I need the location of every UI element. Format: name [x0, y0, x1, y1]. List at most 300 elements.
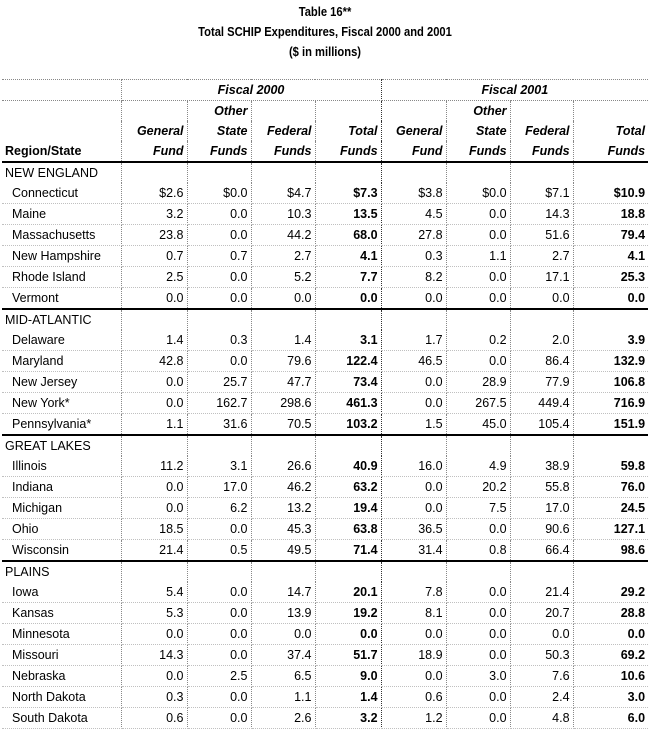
value-cell: 1.5 — [381, 414, 446, 436]
empty-cell — [121, 561, 187, 582]
empty-cell — [573, 561, 648, 582]
empty-cell — [381, 309, 446, 330]
value-cell: 59.8 — [573, 456, 648, 477]
state-name: Kansas — [2, 603, 121, 624]
value-cell: 127.1 — [573, 519, 648, 540]
region-name: GREAT LAKES — [2, 435, 121, 456]
value-cell: $4.7 — [251, 183, 315, 204]
state-name: Pennsylvania* — [2, 414, 121, 436]
fiscal-2001-header: Fiscal 2001 — [381, 80, 648, 101]
value-cell: 0.0 — [121, 498, 187, 519]
value-cell: 76.0 — [573, 477, 648, 498]
value-cell: 18.5 — [121, 519, 187, 540]
value-cell: 0.0 — [446, 645, 510, 666]
value-cell: 3.2 — [121, 204, 187, 225]
table-row — [2, 624, 648, 645]
value-cell: 51.7 — [315, 645, 381, 666]
value-cell: 79.4 — [573, 225, 648, 246]
empty-cell — [121, 309, 187, 330]
value-cell: 0.0 — [446, 708, 510, 729]
value-cell: 3.2 — [315, 708, 381, 729]
value-cell: 86.4 — [510, 351, 573, 372]
value-cell: 449.4 — [510, 393, 573, 414]
fiscal-2000-header: Fiscal 2000 — [121, 80, 381, 101]
value-cell: 8.1 — [381, 603, 446, 624]
state-name: New Hampshire — [2, 246, 121, 267]
value-cell: $10.9 — [573, 183, 648, 204]
empty-cell — [573, 309, 648, 330]
value-cell: 20.1 — [315, 582, 381, 603]
empty-cell — [251, 162, 315, 183]
value-cell: 46.2 — [251, 477, 315, 498]
value-cell: 49.5 — [251, 540, 315, 562]
table-row — [2, 246, 648, 267]
value-cell: 8.2 — [381, 267, 446, 288]
table-row — [2, 477, 648, 498]
value-cell: 4.9 — [446, 456, 510, 477]
value-cell: 10.6 — [573, 666, 648, 687]
value-cell: 0.7 — [187, 246, 251, 267]
table-row — [2, 330, 648, 351]
value-cell: 0.0 — [187, 624, 251, 645]
value-cell: 0.6 — [121, 708, 187, 729]
value-cell: 0.0 — [187, 645, 251, 666]
value-cell: 0.0 — [121, 372, 187, 393]
value-cell: 2.5 — [187, 666, 251, 687]
value-cell: 23.8 — [121, 225, 187, 246]
value-cell: 18.8 — [573, 204, 648, 225]
value-cell: 162.7 — [187, 393, 251, 414]
column-header: Other — [446, 101, 510, 122]
state-name: Iowa — [2, 582, 121, 603]
value-cell: 19.2 — [315, 603, 381, 624]
state-name: South Dakota — [2, 708, 121, 729]
value-cell: 0.0 — [510, 288, 573, 310]
value-cell: 4.1 — [315, 246, 381, 267]
value-cell: 50.3 — [510, 645, 573, 666]
column-header: Other — [187, 101, 251, 122]
value-cell: 0.0 — [381, 393, 446, 414]
empty-cell — [446, 162, 510, 183]
value-cell: 6.0 — [573, 708, 648, 729]
value-cell: 7.7 — [315, 267, 381, 288]
value-cell: 5.3 — [121, 603, 187, 624]
value-cell: 0.0 — [446, 603, 510, 624]
value-cell: 0.0 — [187, 582, 251, 603]
value-cell: 3.9 — [573, 330, 648, 351]
empty-cell — [573, 162, 648, 183]
value-cell: 13.5 — [315, 204, 381, 225]
column-header — [381, 101, 446, 122]
table-row — [2, 687, 648, 708]
value-cell: 0.2 — [446, 330, 510, 351]
state-name: Michigan — [2, 498, 121, 519]
table-row — [2, 582, 648, 603]
value-cell: 0.0 — [381, 372, 446, 393]
value-cell: 716.9 — [573, 393, 648, 414]
table-number: Table 16** — [298, 4, 352, 19]
value-cell: 17.0 — [187, 477, 251, 498]
value-cell: 66.4 — [510, 540, 573, 562]
table-title-block — [0, 2, 650, 62]
value-cell: 3.0 — [446, 666, 510, 687]
value-cell: 63.8 — [315, 519, 381, 540]
value-cell: 6.5 — [251, 666, 315, 687]
table-row — [2, 204, 648, 225]
table-units: ($ in millions) — [288, 44, 362, 59]
column-header — [251, 101, 315, 122]
value-cell: 0.5 — [187, 540, 251, 562]
empty-cell — [381, 561, 446, 582]
value-cell: 0.0 — [446, 582, 510, 603]
value-cell: 10.3 — [251, 204, 315, 225]
table-row — [2, 540, 648, 562]
table-row — [2, 519, 648, 540]
value-cell: 3.0 — [573, 687, 648, 708]
value-cell: 69.2 — [573, 645, 648, 666]
value-cell: 0.0 — [315, 624, 381, 645]
state-name: Vermont — [2, 288, 121, 310]
empty-cell — [446, 561, 510, 582]
value-cell: $2.6 — [121, 183, 187, 204]
state-name: New Jersey — [2, 372, 121, 393]
empty-cell — [315, 309, 381, 330]
column-header — [121, 101, 187, 122]
value-cell: 1.4 — [251, 330, 315, 351]
value-cell: 0.7 — [121, 246, 187, 267]
value-cell: 0.0 — [251, 624, 315, 645]
value-cell: 1.2 — [381, 708, 446, 729]
value-cell: 55.8 — [510, 477, 573, 498]
value-cell: 45.0 — [446, 414, 510, 436]
value-cell: 20.2 — [446, 477, 510, 498]
state-name: Delaware — [2, 330, 121, 351]
value-cell: 0.0 — [573, 288, 648, 310]
value-cell: 11.2 — [121, 456, 187, 477]
value-cell: 1.1 — [446, 246, 510, 267]
value-cell: 0.0 — [446, 624, 510, 645]
column-header-row — [2, 141, 648, 162]
empty-cell — [187, 435, 251, 456]
value-cell: 51.6 — [510, 225, 573, 246]
state-name: Massachusetts — [2, 225, 121, 246]
value-cell: 63.2 — [315, 477, 381, 498]
state-name: Rhode Island — [2, 267, 121, 288]
column-header: Total — [315, 121, 381, 141]
value-cell: 0.0 — [187, 687, 251, 708]
column-header-row — [2, 121, 648, 141]
empty-cell — [381, 435, 446, 456]
value-cell: 29.2 — [573, 582, 648, 603]
value-cell: 0.0 — [446, 519, 510, 540]
state-name: Maine — [2, 204, 121, 225]
fiscal-year-header-row — [2, 80, 648, 101]
state-name: North Dakota — [2, 687, 121, 708]
value-cell: $0.0 — [187, 183, 251, 204]
column-header — [315, 101, 381, 122]
value-cell: 24.5 — [573, 498, 648, 519]
value-cell: 1.1 — [251, 687, 315, 708]
value-cell: 122.4 — [315, 351, 381, 372]
value-cell: 0.0 — [446, 351, 510, 372]
value-cell: 38.9 — [510, 456, 573, 477]
value-cell: 1.4 — [121, 330, 187, 351]
empty-cell — [510, 162, 573, 183]
value-cell: 25.3 — [573, 267, 648, 288]
region-state-header — [2, 101, 121, 122]
value-cell: 19.4 — [315, 498, 381, 519]
table-row — [2, 393, 648, 414]
column-header-row — [2, 101, 648, 122]
value-cell: 105.4 — [510, 414, 573, 436]
value-cell: 5.4 — [121, 582, 187, 603]
value-cell: 0.0 — [121, 666, 187, 687]
value-cell: 71.4 — [315, 540, 381, 562]
header-blank-cell — [2, 80, 121, 101]
value-cell: 28.8 — [573, 603, 648, 624]
value-cell: 2.7 — [251, 246, 315, 267]
empty-cell — [315, 561, 381, 582]
region-name: MID-ATLANTIC — [2, 309, 121, 330]
region-header-row — [2, 561, 648, 582]
value-cell: 3.1 — [187, 456, 251, 477]
column-header: Federal — [251, 121, 315, 141]
value-cell: 1.1 — [121, 414, 187, 436]
state-name: Indiana — [2, 477, 121, 498]
value-cell: $3.8 — [381, 183, 446, 204]
value-cell: 42.8 — [121, 351, 187, 372]
region-name: NEW ENGLAND — [2, 162, 121, 183]
value-cell: $0.0 — [446, 183, 510, 204]
value-cell: 0.0 — [187, 225, 251, 246]
table-row — [2, 288, 648, 310]
empty-cell — [121, 162, 187, 183]
empty-cell — [446, 309, 510, 330]
empty-cell — [446, 435, 510, 456]
column-header: Fund — [381, 141, 446, 162]
value-cell: 298.6 — [251, 393, 315, 414]
column-header: Fund — [121, 141, 187, 162]
state-name: Connecticut — [2, 183, 121, 204]
value-cell: 5.2 — [251, 267, 315, 288]
table-row — [2, 708, 648, 729]
value-cell: 2.5 — [121, 267, 187, 288]
empty-cell — [251, 309, 315, 330]
column-header: State — [446, 121, 510, 141]
value-cell: 3.1 — [315, 330, 381, 351]
empty-cell — [187, 162, 251, 183]
value-cell: 28.9 — [446, 372, 510, 393]
value-cell: 0.0 — [446, 288, 510, 310]
region-header-row — [2, 435, 648, 456]
empty-cell — [251, 561, 315, 582]
value-cell: 20.7 — [510, 603, 573, 624]
value-cell: 46.5 — [381, 351, 446, 372]
value-cell: 0.3 — [187, 330, 251, 351]
column-header: Funds — [510, 141, 573, 162]
value-cell: 0.0 — [187, 204, 251, 225]
value-cell: 14.7 — [251, 582, 315, 603]
value-cell: 0.8 — [446, 540, 510, 562]
value-cell: 17.0 — [510, 498, 573, 519]
region-state-header: Region/State — [2, 141, 121, 162]
value-cell: 70.5 — [251, 414, 315, 436]
value-cell: 0.0 — [573, 624, 648, 645]
column-header — [573, 101, 648, 122]
value-cell: 0.0 — [187, 519, 251, 540]
value-cell: 461.3 — [315, 393, 381, 414]
value-cell: 14.3 — [121, 645, 187, 666]
value-cell: 77.9 — [510, 372, 573, 393]
table-row — [2, 603, 648, 624]
value-cell: 0.0 — [187, 351, 251, 372]
table-row — [2, 666, 648, 687]
value-cell: 0.0 — [121, 393, 187, 414]
value-cell: 0.0 — [381, 498, 446, 519]
value-cell: 0.0 — [446, 204, 510, 225]
value-cell: 21.4 — [510, 582, 573, 603]
value-cell: 47.7 — [251, 372, 315, 393]
empty-cell — [187, 309, 251, 330]
table-row — [2, 372, 648, 393]
value-cell: 40.9 — [315, 456, 381, 477]
state-name: Nebraska — [2, 666, 121, 687]
value-cell: 2.7 — [510, 246, 573, 267]
empty-cell — [315, 162, 381, 183]
value-cell: 31.4 — [381, 540, 446, 562]
empty-cell — [187, 561, 251, 582]
value-cell: 132.9 — [573, 351, 648, 372]
table-row — [2, 498, 648, 519]
value-cell: 151.9 — [573, 414, 648, 436]
column-header: General — [121, 121, 187, 141]
table-row — [2, 267, 648, 288]
region-header-row — [2, 309, 648, 330]
value-cell: 1.7 — [381, 330, 446, 351]
value-cell: 1.4 — [315, 687, 381, 708]
state-name: Missouri — [2, 645, 121, 666]
value-cell: 79.6 — [251, 351, 315, 372]
value-cell: 0.0 — [187, 603, 251, 624]
value-cell: $7.1 — [510, 183, 573, 204]
value-cell: 0.0 — [187, 288, 251, 310]
column-header: Funds — [251, 141, 315, 162]
value-cell: 25.7 — [187, 372, 251, 393]
column-header — [510, 101, 573, 122]
value-cell: 0.0 — [121, 288, 187, 310]
state-name: Illinois — [2, 456, 121, 477]
empty-cell — [573, 435, 648, 456]
value-cell: 0.3 — [381, 246, 446, 267]
empty-cell — [510, 435, 573, 456]
value-cell: 103.2 — [315, 414, 381, 436]
value-cell: 9.0 — [315, 666, 381, 687]
state-name: Wisconsin — [2, 540, 121, 562]
value-cell: 68.0 — [315, 225, 381, 246]
value-cell: 0.0 — [187, 267, 251, 288]
value-cell: 2.4 — [510, 687, 573, 708]
column-header: Federal — [510, 121, 573, 141]
table-title: Total SCHIP Expenditures, Fiscal 2000 and 2001 — [198, 24, 452, 39]
value-cell: 0.6 — [381, 687, 446, 708]
table-row — [2, 414, 648, 436]
column-header: Funds — [573, 141, 648, 162]
state-name: Minnesota — [2, 624, 121, 645]
value-cell: 0.0 — [381, 477, 446, 498]
column-header: State — [187, 121, 251, 141]
value-cell: 0.0 — [381, 666, 446, 687]
value-cell: 21.4 — [121, 540, 187, 562]
column-header: Funds — [315, 141, 381, 162]
value-cell: 0.0 — [315, 288, 381, 310]
value-cell: 0.0 — [381, 288, 446, 310]
value-cell: 4.1 — [573, 246, 648, 267]
region-state-header — [2, 121, 121, 141]
schip-expenditures-table — [2, 79, 648, 729]
value-cell: 13.2 — [251, 498, 315, 519]
value-cell: 0.3 — [121, 687, 187, 708]
empty-cell — [381, 162, 446, 183]
value-cell: 13.9 — [251, 603, 315, 624]
value-cell: 0.0 — [381, 624, 446, 645]
value-cell: 90.6 — [510, 519, 573, 540]
value-cell: 44.2 — [251, 225, 315, 246]
region-name: PLAINS — [2, 561, 121, 582]
value-cell: 2.0 — [510, 330, 573, 351]
value-cell: 27.8 — [381, 225, 446, 246]
empty-cell — [510, 561, 573, 582]
value-cell: 45.3 — [251, 519, 315, 540]
state-name: Ohio — [2, 519, 121, 540]
value-cell: 37.4 — [251, 645, 315, 666]
value-cell: 0.0 — [446, 687, 510, 708]
value-cell: 31.6 — [187, 414, 251, 436]
table-row — [2, 351, 648, 372]
value-cell: 6.2 — [187, 498, 251, 519]
table-row — [2, 225, 648, 246]
value-cell: 7.5 — [446, 498, 510, 519]
table-row — [2, 183, 648, 204]
empty-cell — [315, 435, 381, 456]
value-cell: 0.0 — [121, 624, 187, 645]
value-cell: 18.9 — [381, 645, 446, 666]
state-name: Maryland — [2, 351, 121, 372]
column-header: Funds — [446, 141, 510, 162]
table-row — [2, 456, 648, 477]
value-cell: 0.0 — [187, 708, 251, 729]
value-cell: 0.0 — [446, 267, 510, 288]
value-cell: 2.6 — [251, 708, 315, 729]
column-header: General — [381, 121, 446, 141]
value-cell: 4.5 — [381, 204, 446, 225]
state-name: New York* — [2, 393, 121, 414]
value-cell: 0.0 — [121, 477, 187, 498]
value-cell: 7.8 — [381, 582, 446, 603]
value-cell: 26.6 — [251, 456, 315, 477]
value-cell: $7.3 — [315, 183, 381, 204]
empty-cell — [510, 309, 573, 330]
empty-cell — [121, 435, 187, 456]
value-cell: 98.6 — [573, 540, 648, 562]
value-cell: 7.6 — [510, 666, 573, 687]
region-header-row — [2, 162, 648, 183]
value-cell: 17.1 — [510, 267, 573, 288]
value-cell: 14.3 — [510, 204, 573, 225]
table-row — [2, 645, 648, 666]
value-cell: 73.4 — [315, 372, 381, 393]
column-header: Total — [615, 123, 646, 138]
value-cell: 0.0 — [446, 225, 510, 246]
